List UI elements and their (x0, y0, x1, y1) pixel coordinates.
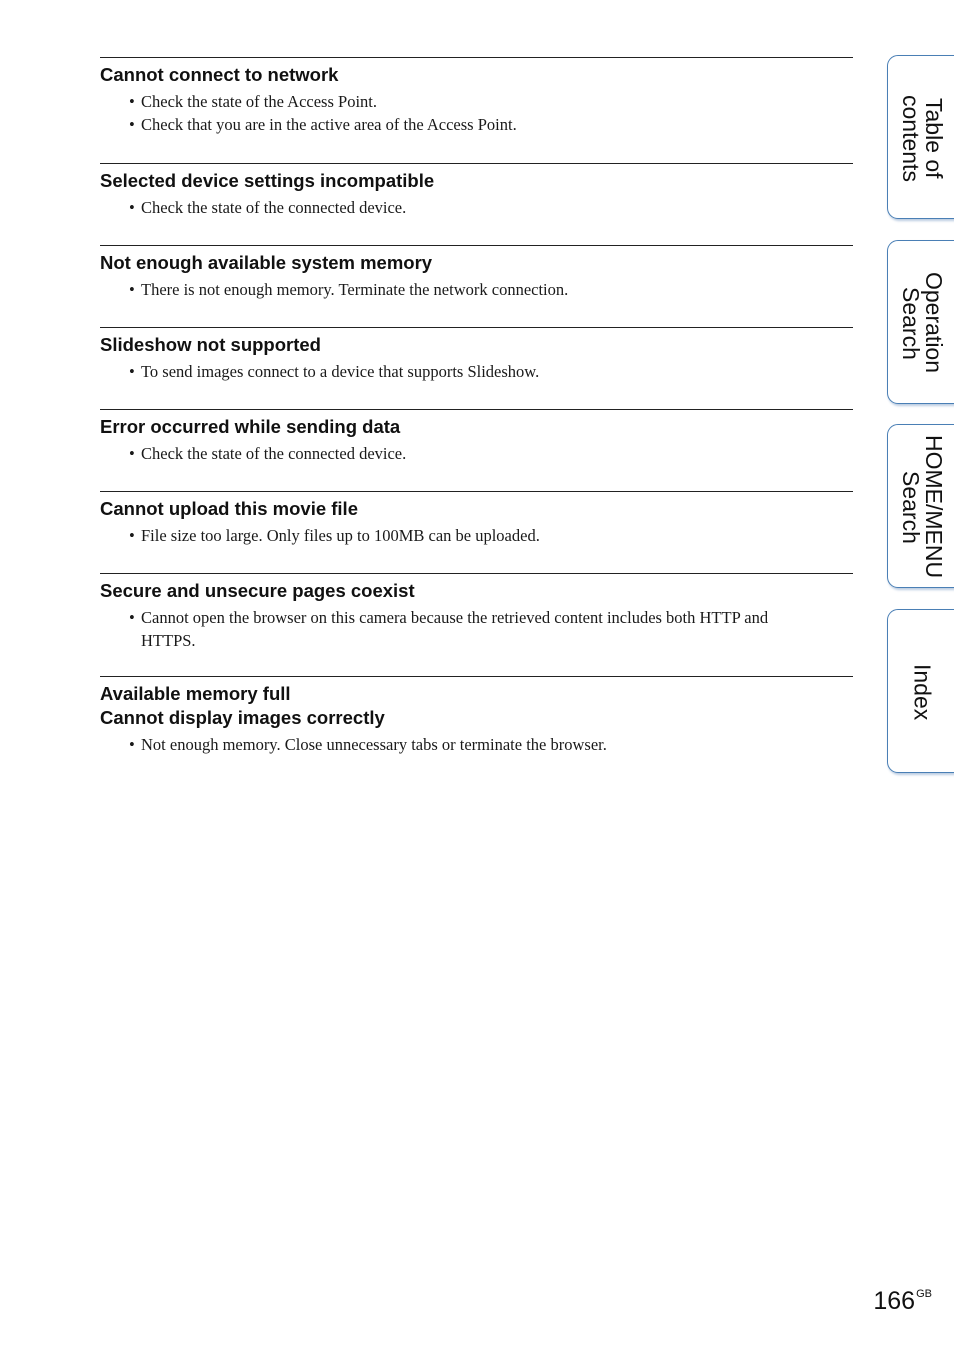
tab-home-menu-search[interactable] (887, 424, 954, 588)
bullet-list (100, 361, 853, 384)
page-number: $166^{GB}$ (873, 1287, 932, 1315)
entry-slideshow (100, 327, 853, 409)
bullet-list (100, 734, 853, 757)
bullet-list (100, 525, 853, 548)
bullet-item: • Check the state of the connected device. (100, 197, 853, 220)
tab-label: HOME/MENU Search (898, 435, 947, 579)
entry-title: Cannot upload this movie file (100, 498, 358, 519)
entry-secure-pages (100, 573, 853, 676)
bullet-list (100, 279, 853, 302)
bullet-item: • There is not enough memory. Terminate the network connection. (100, 279, 853, 302)
entry-title-secondary: Cannot display images correctly (100, 707, 385, 728)
bullet-item: • Not enough memory. Close unnecessary tabs or terminate the browser. (100, 734, 853, 757)
page-region-suffix: GB (916, 1288, 932, 1300)
entry-sending-error (100, 409, 853, 491)
bullet-list (100, 197, 853, 220)
entry-title: Cannot connect to network (100, 64, 339, 85)
bullet-item: • Check that you are in the active area of the Access Point. (100, 114, 853, 137)
tab-operation-search[interactable] (887, 240, 954, 404)
entry-title: Not enough available system memory (100, 252, 433, 273)
entry-title: Selected device settings incompatible (100, 170, 435, 191)
tab-table-of-contents[interactable] (887, 55, 954, 219)
entry-upload-movie (100, 491, 853, 573)
entry-title: Secure and unsecure pages coexist (100, 580, 415, 601)
bullet-item: • Cannot open the browser on this camera because the retrieved content includes both HTTP and HTTPS. (100, 607, 853, 652)
bullet-item: • To send images connect to a device that supports Slideshow. (100, 361, 853, 384)
entry-settings-incompatible (100, 163, 853, 245)
bullet-list (100, 91, 853, 136)
tab-index[interactable] (887, 609, 954, 773)
tab-label: Index (909, 663, 936, 721)
tab-label: Table of contents (898, 94, 947, 182)
entry-cannot-connect (100, 57, 853, 163)
bullet-item: • Check the state of the connected device. (100, 443, 853, 466)
tab-label: Operation Search (898, 272, 947, 374)
entry-memory (100, 245, 853, 327)
entry-memory-full (100, 676, 853, 767)
bullet-item: • File size too large. Only files up to 100MB can be uploaded. (100, 525, 853, 548)
bullet-list (100, 443, 853, 466)
troubleshooting-list (100, 57, 853, 767)
bullet-item: • Check the state of the Access Point. (100, 91, 853, 114)
entry-title: Error occurred while sending data (100, 416, 401, 437)
entry-title: Slideshow not supported (100, 334, 321, 355)
entry-title: Available memory full (100, 683, 291, 704)
bullet-list (100, 607, 853, 652)
